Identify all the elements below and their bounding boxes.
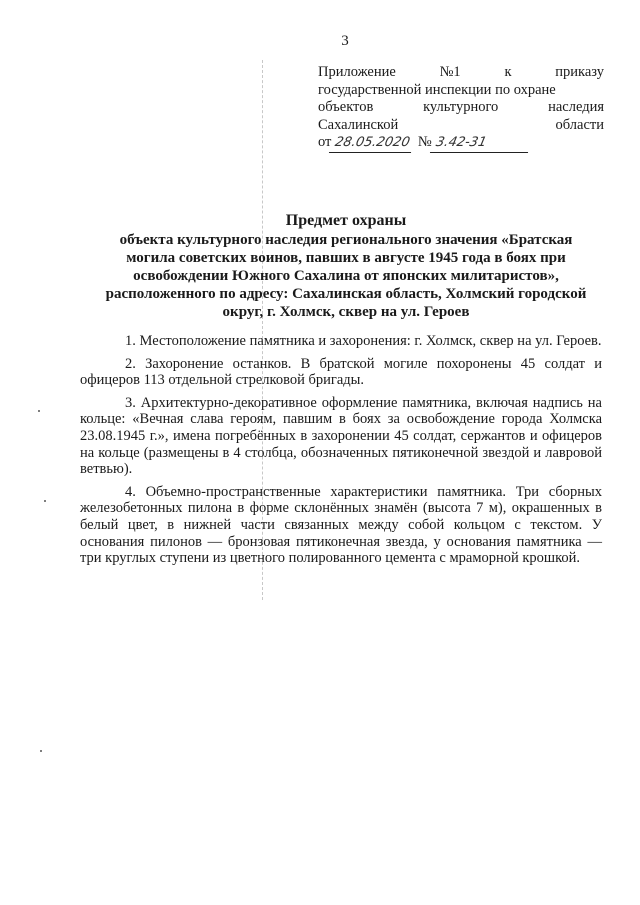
appendix-word: области	[555, 116, 604, 133]
paragraph-spatial: 4. Объемно-пространственные характеристики памятника. Три сборных железобетонных пилона в форме склонённых знамён (высота 7 м), окрашенных в белый цвет, в нижней части связанных между собой кольцом с текстом. У основания пилонов — бронзовая пятиконечная звезда, у основания памятника —три круглых ступени из цветного полированного цемента с мраморной крошкой.	[80, 483, 602, 567]
appendix-word: объектов	[318, 99, 374, 115]
appendix-line-4	[318, 117, 604, 135]
scan-speck	[38, 410, 40, 412]
paragraph-decoration: 3. Архитектурно-декоративное оформление памятника, включая надпись на кольце: «Вечная слава героям, павшим в боях за освобождение города Холмска 23.08.1945 г.», имена погребённых в захоронении 45 солдат, сержантов и офицеров на кольце (размещены в 4 столбца, обозначенных пятиконечной звездой и лавровой ветвью).	[80, 394, 602, 478]
document-body	[80, 333, 602, 573]
scan-speck	[44, 500, 46, 502]
handwritten-order-number: 3.42-31	[430, 134, 532, 153]
document-title	[82, 212, 610, 321]
appendix-word: наследия	[548, 99, 604, 115]
paragraph-burial: 2. Захоронение останков. В братской могиле похоронены 45 солдат и офицеров 113 отдельной стрелковой бригады.	[80, 355, 602, 389]
scan-speck	[40, 750, 42, 752]
handwritten-date: 28.05.2020	[329, 134, 415, 153]
date-prefix: от	[318, 134, 332, 150]
title-line: округ, г. Холмск, сквер на ул. Героев	[222, 304, 470, 320]
appendix-word: культурного	[423, 99, 499, 115]
appendix-word: приказу	[555, 64, 604, 80]
appendix-line-1	[318, 64, 604, 82]
title-line: расположенного по адресу: Сахалинская область, Холмский городской	[105, 286, 587, 302]
title-line: освобождении Южного Сахалина от японских милитаристов»,	[133, 268, 559, 284]
number-prefix: №	[417, 134, 432, 150]
title-line: объекта культурного наследия регионального значения «Братская	[119, 232, 573, 248]
appendix-word: Приложение	[318, 64, 396, 80]
title-main: Предмет охраны	[285, 212, 407, 229]
paragraph-location: 1. Местоположение памятника и захоронения: г. Холмск, сквер на ул. Героев.	[125, 333, 602, 349]
appendix-line-2: государственной инспекции по охране	[318, 81, 556, 98]
title-line: могила советских воинов, павших в августе 1945 года в боях при	[126, 250, 566, 266]
appendix-word: №1	[439, 64, 461, 80]
appendix-word: Сахалинской	[318, 116, 399, 133]
appendix-word: к	[504, 64, 512, 80]
page-number: 3	[341, 33, 349, 49]
appendix-line-3	[318, 99, 604, 117]
order-date-number	[318, 134, 604, 153]
appendix-header	[318, 64, 604, 153]
